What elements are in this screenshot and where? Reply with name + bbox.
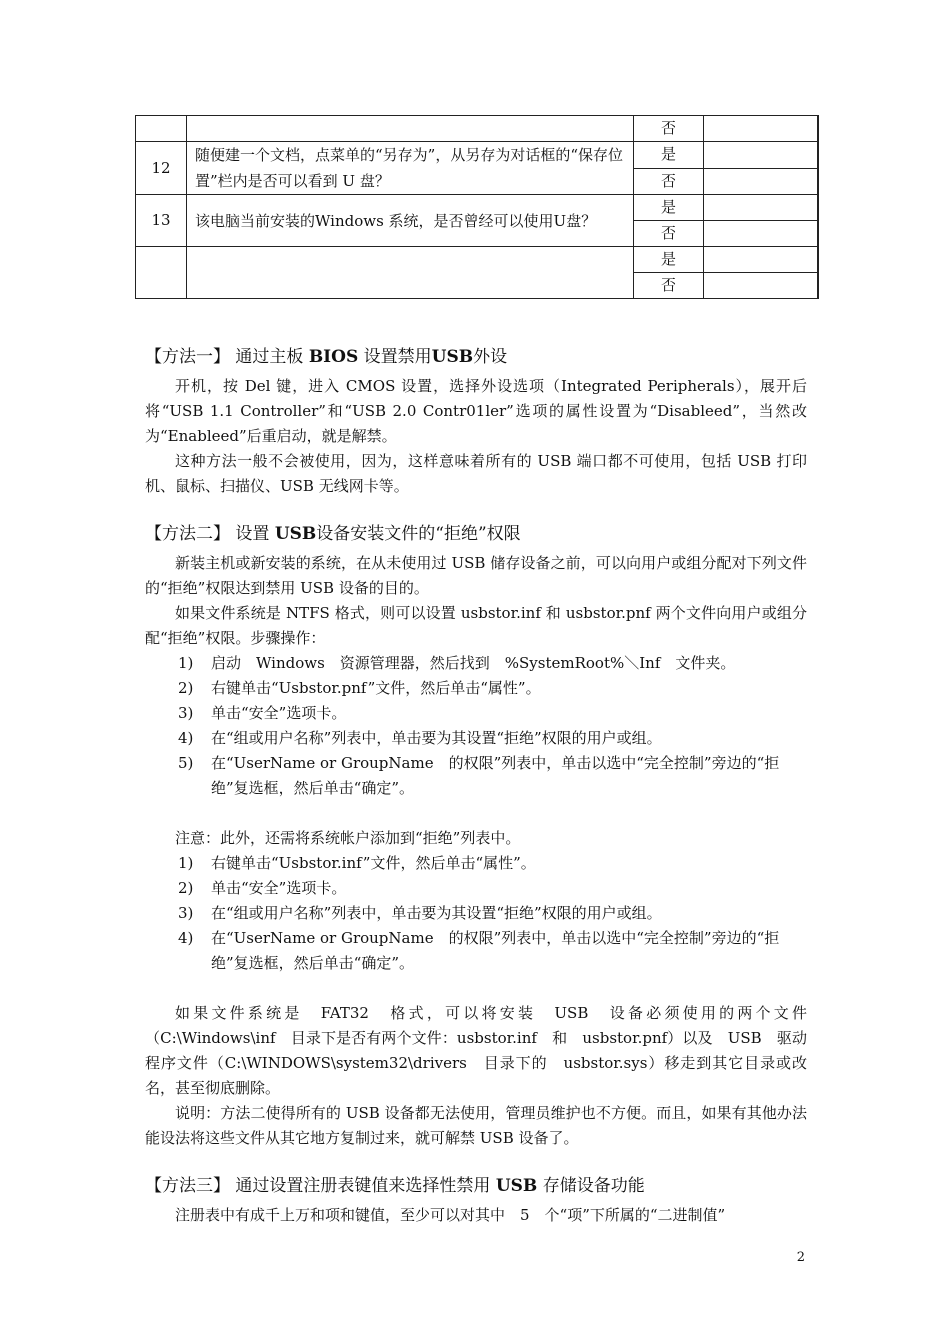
list-item: 3) 在“组或用户名称”列表中，单击要为其设置“拒绝”权限的用户或组。 — [178, 904, 662, 922]
method2-title-c: 设备安装文件的“拒绝”权限 — [316, 524, 521, 544]
question-table — [135, 115, 819, 299]
list-item: 2) 单击“安全”选项卡。 — [178, 879, 347, 897]
method2-paragraph: 如果文件系统是 NTFS 格式，则可以设置 usbstor.inf 和 usbstor.pnf 两个文件向用户或组分配“拒绝”权限。步骤操作： — [145, 604, 807, 647]
method2-title-a: 设置 — [235, 524, 270, 544]
row-number — [136, 116, 187, 142]
document-body — [145, 345, 807, 1228]
answer-option: 否 — [634, 168, 704, 195]
method1-paragraph: 开机，按 Del 键，进入 CMOS 设置，选择外设选项（Integrated Peripherals），展开后将“USB 1.1 Controller”和“USB 2.0 Contr01ler”选项的属性设置为“Disableed”，当然改为“Enableed”后重启动，就是解禁。 — [145, 377, 807, 445]
question-cell: 随便建一个文档，点菜单的“另存为”，从另存为对话框的“保存位置”栏内是否可以看到 U 盘？ — [187, 142, 634, 195]
method2-paragraph: 如果文件系统是 FAT32 格式，可以将安装 USB 设备必须使用的两个文件（C:\Windows\inf 目录下是否有两个文件：usbstor.inf 和 usbstor.pnf）以及 USB 驱动程序文件（C:\WINDOWS\system32\drivers 目录下的 usbstor.sys）移走到其它目录或改名，甚至彻底删除。 — [145, 1004, 807, 1097]
table-row — [136, 195, 818, 221]
method1-title-c: 设置禁用 — [363, 347, 432, 367]
row-number: 12 — [136, 142, 187, 195]
method3-title-a: 通过设置注册表键值来选择性禁用 — [235, 1176, 491, 1196]
list-item: 2) 右键单击“Usbstor.pnf”文件，然后单击“属性”。 — [178, 679, 541, 697]
note-paragraph: 注意：此外，还需将系统帐户添加到“拒绝”列表中。 — [175, 829, 521, 847]
method1-heading — [145, 345, 807, 370]
method2-paragraph: 说明：方法二使得所有的 USB 设备都无法使用，管理员维护也不方便。而且，如果有其他办法能设法将这些文件从其它地方复制过来，就可解禁 USB 设备了。 — [145, 1104, 807, 1147]
method3-paragraph: 注册表中有成千上万和项和键值，至少可以对其中 5 个“项”下所属的“二进制值” — [175, 1206, 726, 1224]
method1-title-e: 外设 — [473, 347, 508, 367]
method3-bracket: 【方法三】 — [145, 1176, 230, 1196]
page-number: 2 — [796, 1250, 805, 1265]
answer-option: 是 — [634, 247, 704, 273]
table-row — [136, 142, 818, 169]
steps-list-1 — [145, 651, 807, 801]
answer-check-cell[interactable] — [704, 221, 818, 247]
question-cell — [187, 247, 634, 299]
answer-check-cell[interactable] — [704, 247, 818, 273]
method2-title-b: USB — [274, 524, 317, 544]
method2-bracket: 【方法二】 — [145, 524, 230, 544]
method2-heading — [145, 522, 807, 547]
answer-check-cell[interactable] — [704, 168, 818, 195]
method3-title-c: 存储设备功能 — [542, 1176, 645, 1196]
question-cell: 该电脑当前安装的Windows 系统，是否曾经可以使用U盘？ — [187, 195, 634, 247]
answer-check-cell[interactable] — [704, 273, 818, 299]
answer-option: 否 — [634, 116, 704, 142]
answer-option: 是 — [634, 142, 704, 169]
method3-heading — [145, 1174, 807, 1199]
list-item: 5) 在“UserName or GroupName 的权限”列表中，单击以选中“完全控制”旁边的“拒绝”复选框，然后单击“确定”。 — [178, 754, 780, 797]
method1-paragraph: 这种方法一般不会被使用，因为，这样意味着所有的 USB 端口都不可使用，包括 USB 打印机、鼠标、扫描仪、USB 无线网卡等。 — [145, 452, 807, 495]
answer-check-cell[interactable] — [704, 195, 818, 221]
method2-paragraph: 新装主机或新安装的系统，在从未使用过 USB 储存设备之前，可以向用户或组分配对下列文件的“拒绝”权限达到禁用 USB 设备的目的。 — [145, 554, 807, 597]
row-number: 13 — [136, 195, 187, 247]
method3-title-b: USB — [495, 1176, 538, 1196]
method1-title-b: BIOS — [308, 347, 359, 367]
list-item: 1) 启动 Windows 资源管理器，然后找到 %SystemRoot%＼Inf 文件夹。 — [178, 654, 736, 672]
answer-check-cell[interactable] — [704, 116, 818, 142]
list-item: 4) 在“组或用户名称”列表中，单击要为其设置“拒绝”权限的用户或组。 — [178, 729, 662, 747]
table-row — [136, 116, 818, 142]
answer-option: 否 — [634, 221, 704, 247]
row-number — [136, 247, 187, 299]
method1-title-d: USB — [431, 347, 474, 367]
answer-option: 是 — [634, 195, 704, 221]
method1-bracket: 【方法一】 — [145, 347, 230, 367]
answer-check-cell[interactable] — [704, 142, 818, 169]
steps-list-2 — [145, 851, 807, 976]
method1-title-a: 通过主板 — [235, 347, 304, 367]
list-item: 4) 在“UserName or GroupName 的权限”列表中，单击以选中“完全控制”旁边的“拒绝”复选框，然后单击“确定”。 — [178, 929, 780, 972]
answer-option: 否 — [634, 273, 704, 299]
question-cell — [187, 116, 634, 142]
list-item: 1) 右键单击“Usbstor.inf”文件，然后单击“属性”。 — [178, 854, 536, 872]
table-row — [136, 247, 818, 273]
list-item: 3) 单击“安全”选项卡。 — [178, 704, 347, 722]
